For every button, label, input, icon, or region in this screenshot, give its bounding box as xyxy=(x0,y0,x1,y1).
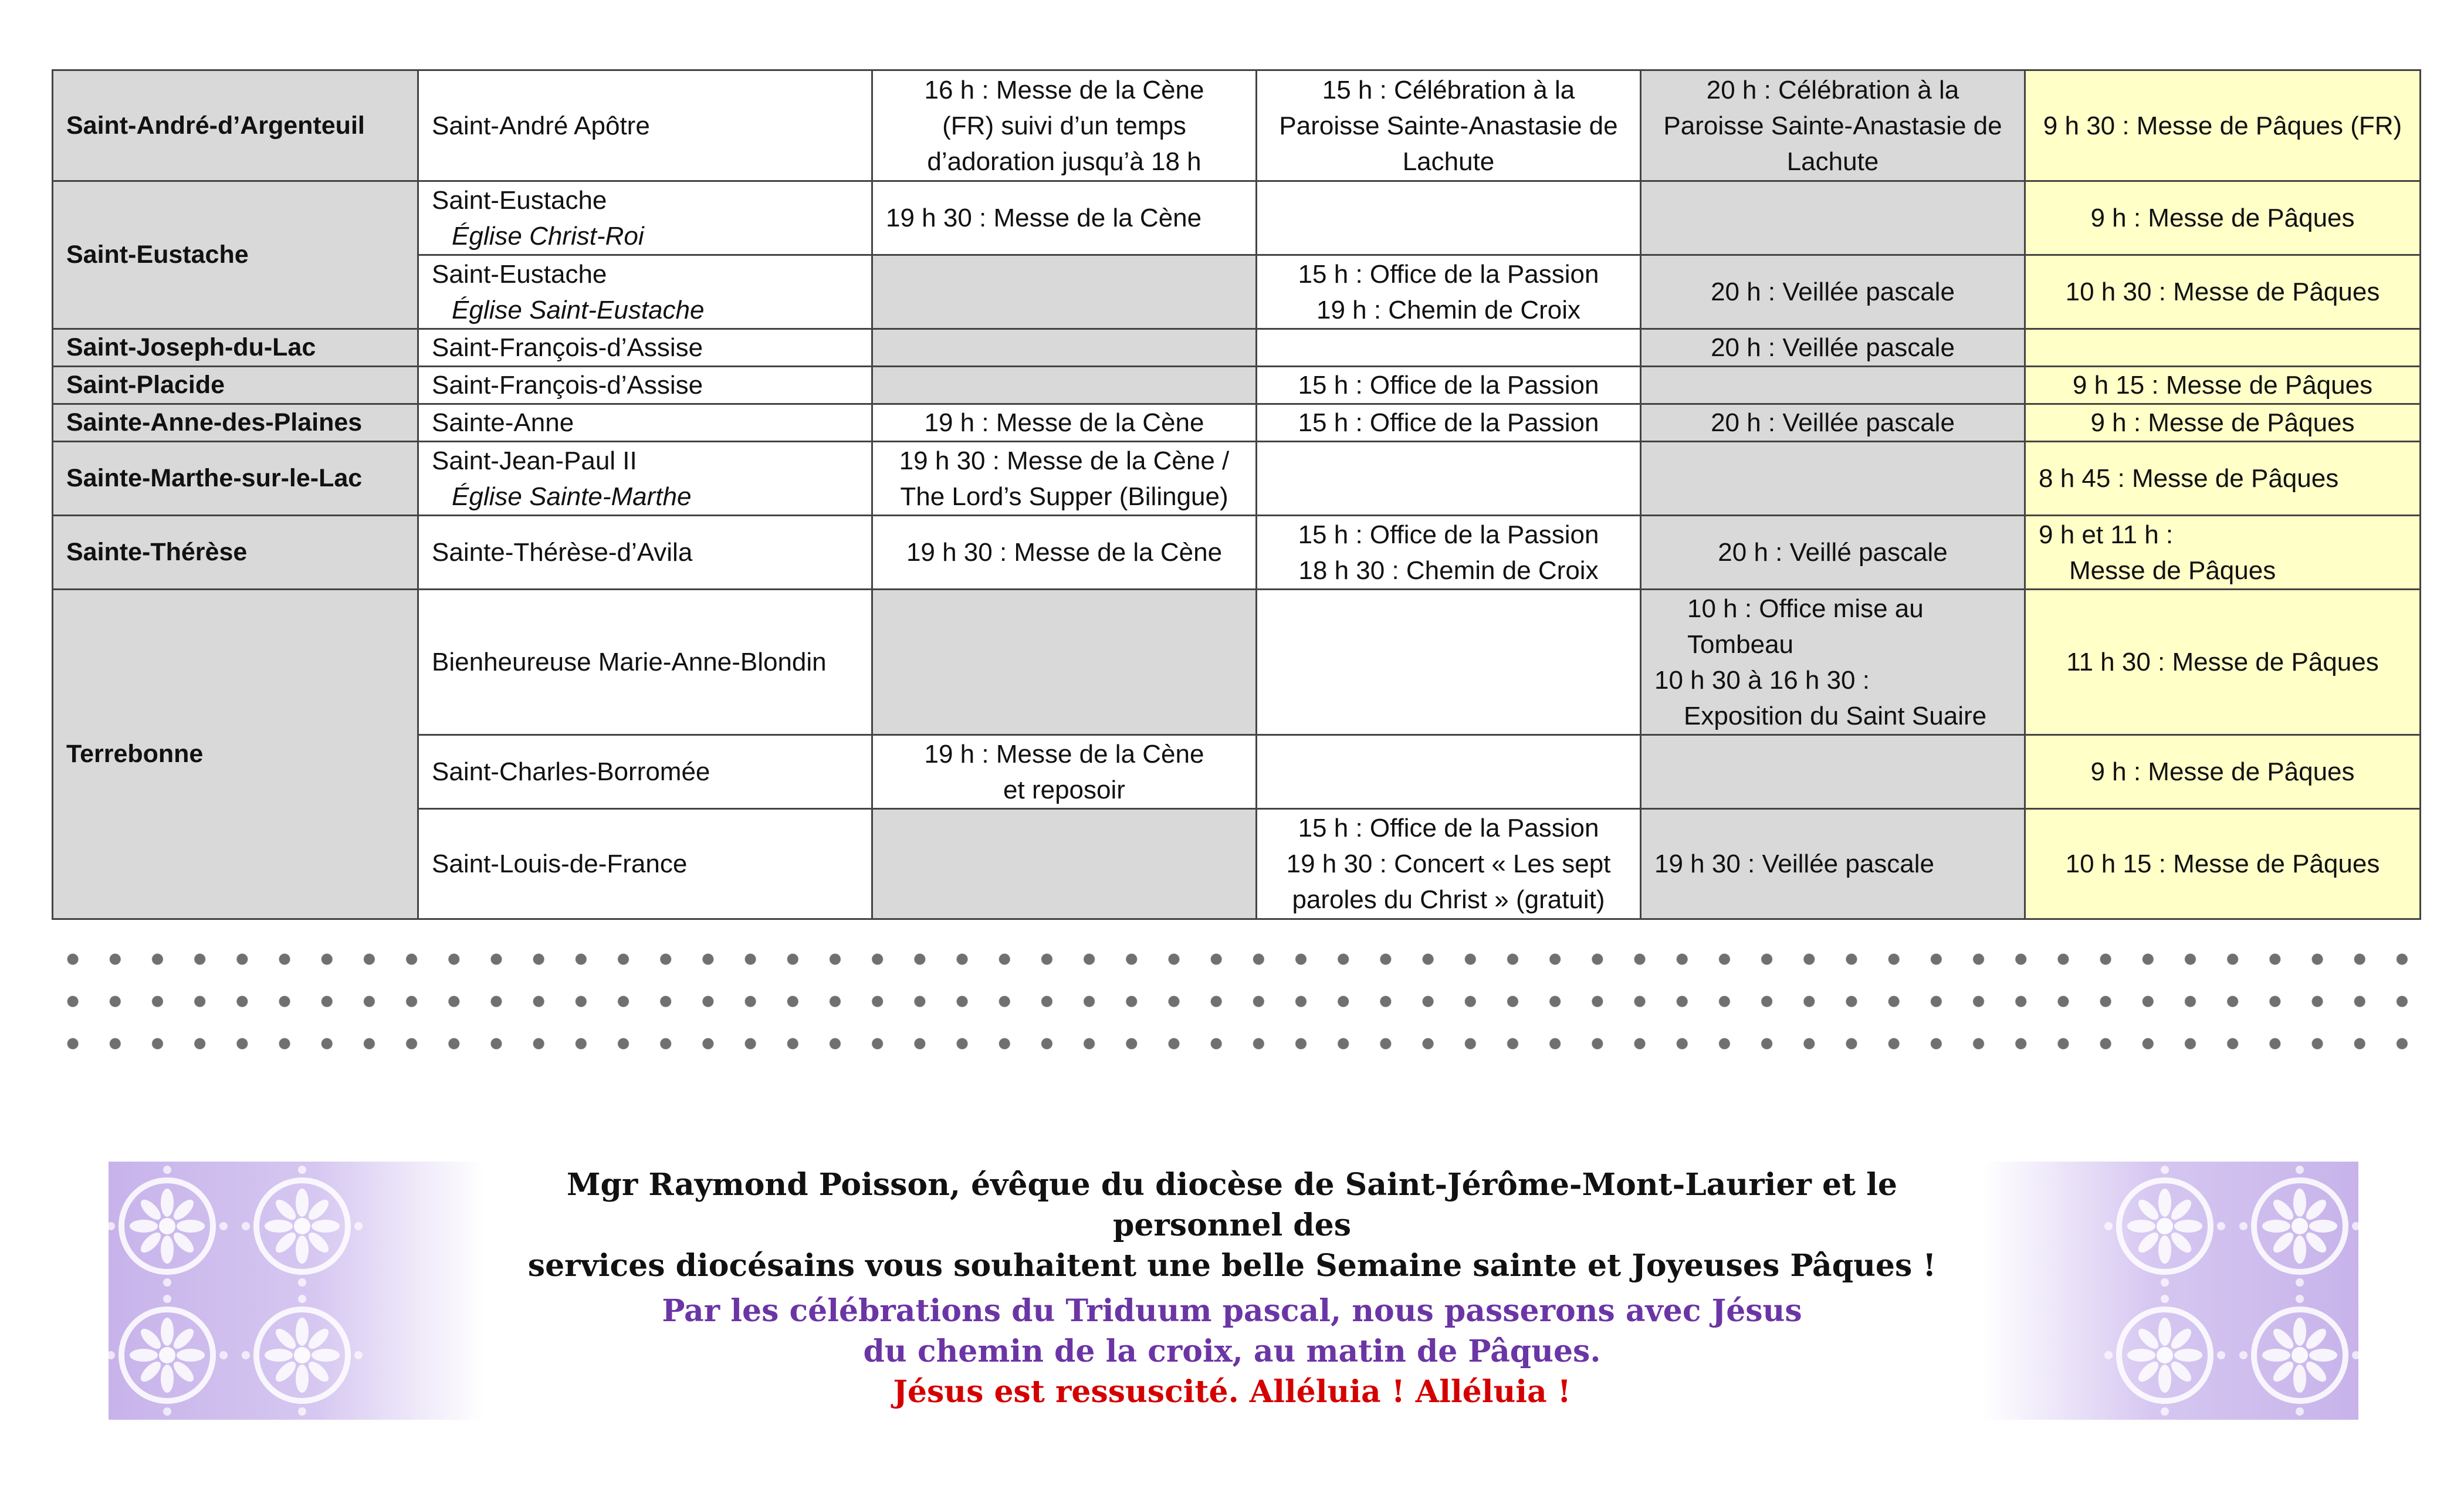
parish-cell: Saint-François-d’Assise xyxy=(418,329,872,367)
region-cell: Sainte-Thérèse xyxy=(53,516,418,590)
dimanche-cell: 10 h 15 : Messe de Pâques xyxy=(2025,809,2421,919)
samedi-cell: 20 h : Veillée pascale xyxy=(1641,329,2025,367)
table-row xyxy=(53,329,2421,367)
dotted-divider xyxy=(52,953,2422,965)
table-row xyxy=(53,590,2421,735)
dimanche-cell: 9 h : Messe de Pâques xyxy=(2025,404,2421,442)
jeudi-cell: 19 h : Messe de la Cène et reposoir xyxy=(872,735,1257,809)
floral-tile-icon xyxy=(1983,1162,2358,1420)
region-cell: Saint-André-d’Argenteuil xyxy=(53,70,418,181)
samedi-cell: 20 h : Veillée pascale xyxy=(1641,404,2025,442)
table-row xyxy=(53,181,2421,255)
samedi-cell: 20 h : Célébration à la Paroisse Sainte-Anastasie de Lachute xyxy=(1641,70,2025,181)
samedi-cell xyxy=(1641,367,2025,404)
samedi-cell xyxy=(1641,735,2025,809)
vendredi-cell: 15 h : Office de la Passion 18 h 30 : Chemin de Croix xyxy=(1257,516,1641,590)
table-row xyxy=(53,367,2421,404)
dimanche-cell: 9 h 30 : Messe de Pâques (FR) xyxy=(2025,70,2421,181)
parish-cell: Saint-Jean-Paul II Église Sainte-Marthe xyxy=(418,442,872,516)
samedi-cell xyxy=(1641,442,2025,516)
samedi-cell: 20 h : Veillé pascale xyxy=(1641,516,2025,590)
parish-cell: Bienheureuse Marie-Anne-Blondin xyxy=(418,590,872,735)
jeudi-cell xyxy=(872,255,1257,329)
samedi-cell: 20 h : Veillée pascale xyxy=(1641,255,2025,329)
jeudi-cell xyxy=(872,809,1257,919)
region-cell: Terrebonne xyxy=(53,590,418,919)
parish-cell: Saint-François-d’Assise xyxy=(418,367,872,404)
parish-cell: Saint-Louis-de-France xyxy=(418,809,872,919)
greeting-text: Mgr Raymond Poisson, évêque du diocèse de Saint-Jérôme-Mont-Laurier et le personnel des services diocésains vous souhaitent une belle Semaine sainte et Joyeuses Pâques ! xyxy=(527,1167,1937,1284)
dimanche-cell: 9 h 15 : Messe de Pâques xyxy=(2025,367,2421,404)
dimanche-cell: 10 h 30 : Messe de Pâques xyxy=(2025,255,2421,329)
dimanche-cell: 11 h 30 : Messe de Pâques xyxy=(2025,590,2421,735)
triduum-text: Par les célébrations du Triduum pascal, nous passerons avec Jésus du chemin de la croix, au matin de Pâques. xyxy=(662,1293,1802,1369)
vendredi-cell xyxy=(1257,590,1641,735)
vendredi-cell: 15 h : Office de la Passion xyxy=(1257,367,1641,404)
table-row xyxy=(53,516,2421,590)
samedi-cell: 10 h : Office mise au Tombeau 10 h 30 à 16 h 30 : Exposition du Saint Suaire xyxy=(1641,590,2025,735)
holy-week-schedule-table xyxy=(52,69,2421,920)
samedi-cell: 19 h 30 : Veillée pascale xyxy=(1641,809,2025,919)
dotted-divider xyxy=(52,1038,2422,1050)
floral-tile-left xyxy=(109,1162,484,1420)
region-cell: Sainte-Marthe-sur-le-Lac xyxy=(53,442,418,516)
jeudi-cell xyxy=(872,367,1257,404)
region-cell: Saint-Eustache xyxy=(53,181,418,329)
dimanche-cell: 9 h : Messe de Pâques xyxy=(2025,735,2421,809)
jeudi-cell: 19 h : Messe de la Cène xyxy=(872,404,1257,442)
floral-tile-right xyxy=(1983,1162,2358,1420)
jeudi-cell xyxy=(872,590,1257,735)
dimanche-cell xyxy=(2025,329,2421,367)
parish-cell: Saint-Charles-Borromée xyxy=(418,735,872,809)
dimanche-cell: 8 h 45 : Messe de Pâques xyxy=(2025,442,2421,516)
floral-tile-icon xyxy=(109,1162,484,1420)
region-cell: Saint-Joseph-du-Lac xyxy=(53,329,418,367)
table-row xyxy=(53,442,2421,516)
region-cell: Sainte-Anne-des-Plaines xyxy=(53,404,418,442)
dimanche-cell: 9 h : Messe de Pâques xyxy=(2025,181,2421,255)
vendredi-cell xyxy=(1257,442,1641,516)
vendredi-cell xyxy=(1257,735,1641,809)
jeudi-cell xyxy=(872,329,1257,367)
region-cell: Saint-Placide xyxy=(53,367,418,404)
parish-cell: Saint-Eustache Église Christ-Roi xyxy=(418,181,872,255)
jeudi-cell: 19 h 30 : Messe de la Cène / The Lord’s Supper (Bilingue) xyxy=(872,442,1257,516)
vendredi-cell: 15 h : Office de la Passion 19 h : Chemin de Croix xyxy=(1257,255,1641,329)
parish-cell: Sainte-Anne xyxy=(418,404,872,442)
parish-cell: Saint-Eustache Église Saint-Eustache xyxy=(418,255,872,329)
vendredi-cell: 15 h : Office de la Passion xyxy=(1257,404,1641,442)
vendredi-cell xyxy=(1257,329,1641,367)
jeudi-cell: 16 h : Messe de la Cène (FR) suivi d’un temps d’adoration jusqu’à 18 h xyxy=(872,70,1257,181)
jeudi-cell: 19 h 30 : Messe de la Cène xyxy=(872,181,1257,255)
samedi-cell xyxy=(1641,181,2025,255)
vendredi-cell xyxy=(1257,181,1641,255)
vendredi-cell: 15 h : Office de la Passion 19 h 30 : Concert « Les sept paroles du Christ » (gratuit) xyxy=(1257,809,1641,919)
parish-cell: Sainte-Thérèse-d’Avila xyxy=(418,516,872,590)
jeudi-cell: 19 h 30 : Messe de la Cène xyxy=(872,516,1257,590)
dimanche-cell: 9 h et 11 h : Messe de Pâques xyxy=(2025,516,2421,590)
dotted-divider xyxy=(52,996,2422,1007)
table-row xyxy=(53,404,2421,442)
table-row xyxy=(53,70,2421,181)
vendredi-cell: 15 h : Célébration à la Paroisse Sainte-Anastasie de Lachute xyxy=(1257,70,1641,181)
parish-cell: Saint-André Apôtre xyxy=(418,70,872,181)
alleluia-text: Jésus est ressuscité. Alléluia ! Alléluia ! xyxy=(893,1374,1571,1410)
